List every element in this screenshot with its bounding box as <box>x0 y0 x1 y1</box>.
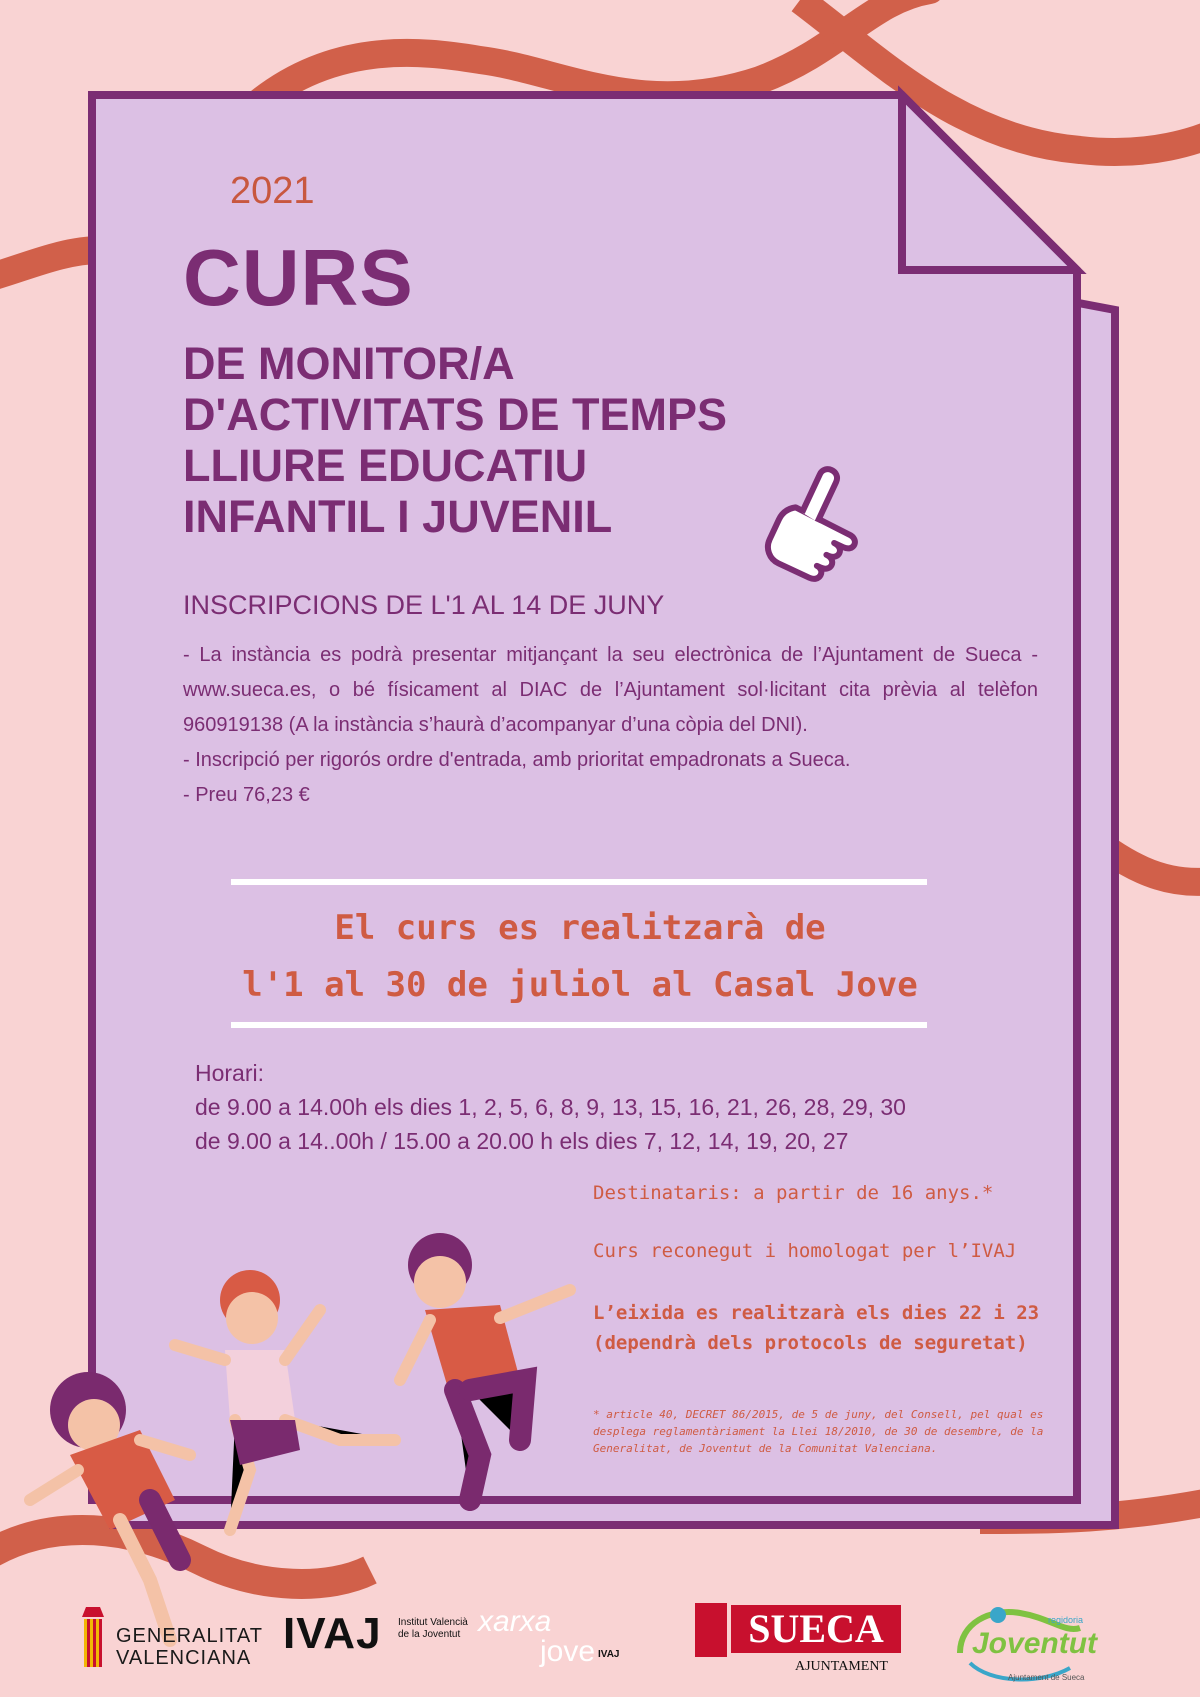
separator-top <box>231 879 927 885</box>
title-main: CURS <box>183 233 414 322</box>
joventut-top: regidoria <box>1048 1615 1084 1625</box>
jove-text: jove <box>540 1635 596 1668</box>
course-line-2: l'1 al 30 de juliol al Casal Jove <box>242 965 918 1005</box>
ivaj-sub-1: Institut Valencià <box>398 1617 468 1628</box>
joventut-text: Joventut <box>972 1627 1098 1660</box>
title-subtitle <box>183 338 727 542</box>
generalitat-emblem-icon <box>78 1603 108 1673</box>
outing-info: L’eixida es realitzarà els dies 22 i 23 (dependrà dels protocols de seguretat) <box>593 1302 1040 1354</box>
ivaj-logo <box>283 1609 468 1659</box>
sueca-text: SUECA <box>731 1605 901 1653</box>
recipients: Destinataris: a partir de 16 anys.* <box>593 1182 994 1204</box>
title-line: INFANTIL I JUVENIL <box>183 491 613 542</box>
xarxa-ivaj-text: IVAJ <box>598 1649 620 1660</box>
schedule <box>195 1056 906 1158</box>
sponsor-logos <box>0 1585 1200 1695</box>
registration-details <box>183 638 1038 813</box>
ribbon-left <box>0 250 100 280</box>
course-dates <box>190 900 970 1014</box>
registration-item: - Inscripció per rigorós ordre d'entrada, amb prioritat empadronats a Sueca. <box>183 749 851 771</box>
schedule-label: Horari: <box>195 1060 265 1086</box>
registration-item: - La instància es podrà presentar mitjançant la seu electrònica de l’Ajuntament de Sueca - www.sueca.es, o bé físicament al DIAC de l’Ajuntament sol·licitant cita prèvia al telèfon 960919138 (A la instància s’haurà d’acompanyar d’una còpia del DNI). <box>183 644 1038 736</box>
separator-bottom <box>231 1022 927 1028</box>
title-line: LLIURE EDUCATIU <box>183 440 588 491</box>
generalitat-line-1: GENERALITAT <box>116 1625 263 1647</box>
recognition: Curs reconegut i homologat per l’IVAJ <box>593 1240 1017 1262</box>
title-line: DE MONITOR/A <box>183 338 515 389</box>
schedule-line-1: de 9.00 a 14.00h els dies 1, 2, 5, 6, 8, 9, 13, 15, 16, 21, 26, 28, 29, 30 <box>195 1094 906 1120</box>
footnote: * article 40, DECRET 86/2015, de 5 de juny, del Consell, pel qual es desplega reglamentàriament la Llei 18/2010, de 30 de desembre, de la Generalitat, de Joventut de la Comunitat Valenciana. <box>593 1408 1044 1455</box>
joventut-sub: Ajuntament de Sueca <box>1008 1673 1085 1682</box>
schedule-line-2: de 9.00 a 14..00h / 15.00 a 20.00 h els dies 7, 12, 14, 19, 20, 27 <box>195 1128 849 1154</box>
course-line-1: El curs es realitzarà de <box>334 908 826 948</box>
year: 2021 <box>230 170 315 212</box>
xarxa-text: xarxa <box>478 1605 552 1638</box>
sueca-sub: AJUNTAMENT <box>795 1659 888 1674</box>
ivaj-text: IVAJ <box>283 1609 382 1658</box>
xarxa-jove-logo <box>478 1605 620 1668</box>
generalitat-logo <box>78 1603 263 1678</box>
sueca-emblem-icon <box>695 1603 727 1657</box>
registration-item: - Preu 76,23 € <box>183 784 310 806</box>
title-line: D'ACTIVITATS DE TEMPS <box>183 389 728 440</box>
ivaj-sub-2: de la Joventut <box>398 1629 461 1640</box>
registration-heading: INSCRIPCIONS DE L'1 AL 14 DE JUNY <box>183 590 665 620</box>
generalitat-line-2: VALENCIANA <box>116 1647 252 1669</box>
joventut-logo <box>950 1593 1100 1693</box>
